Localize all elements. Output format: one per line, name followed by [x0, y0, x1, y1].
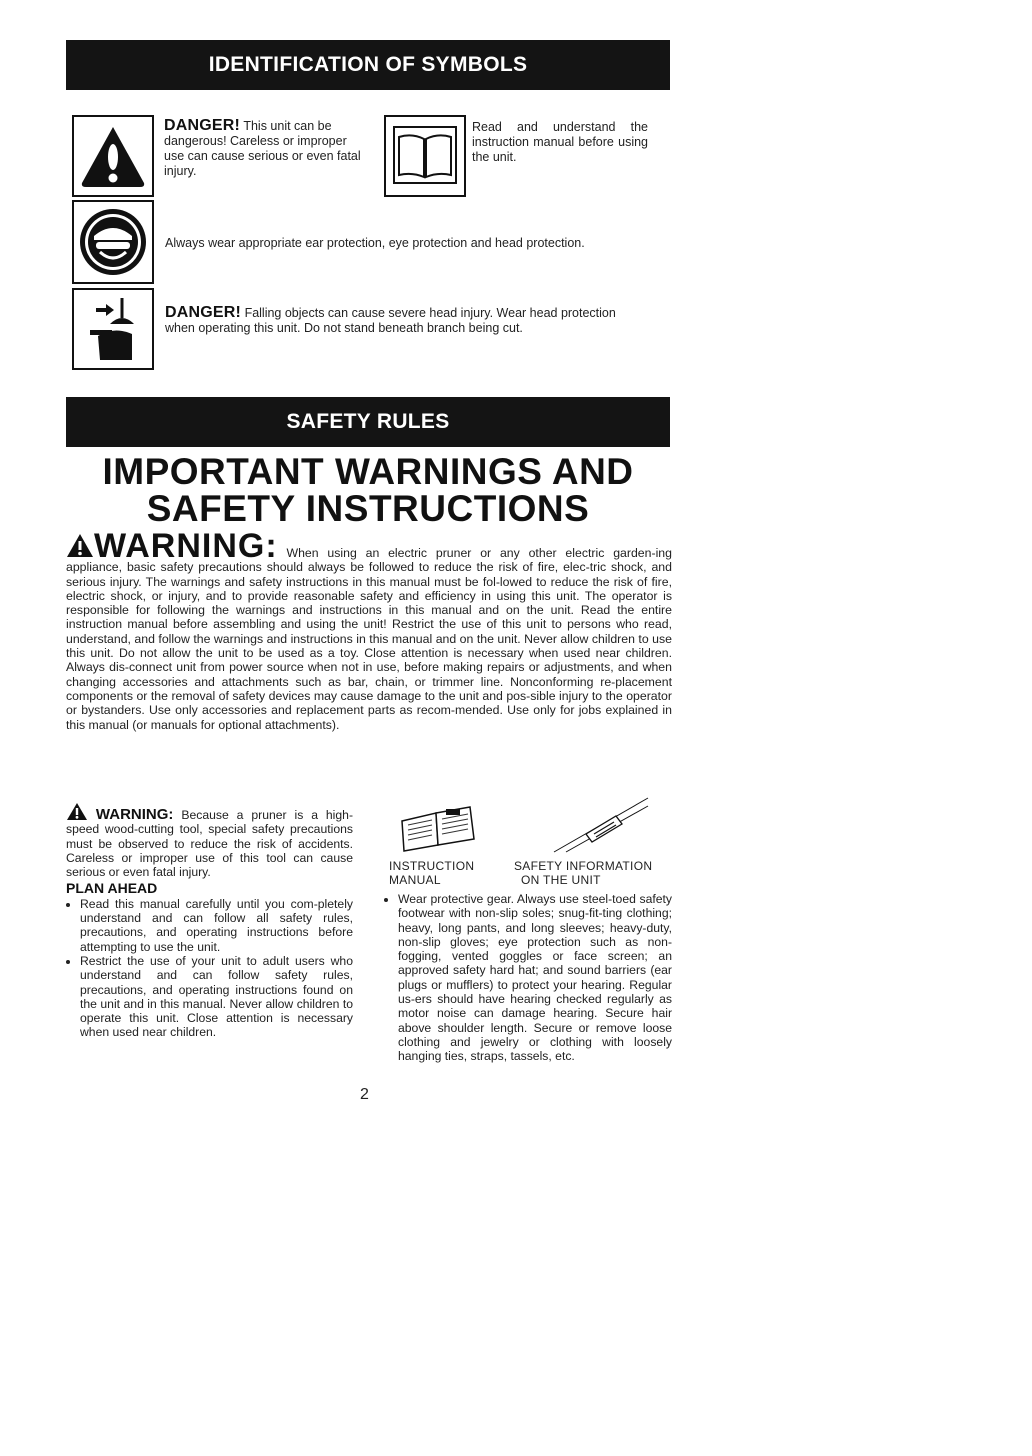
left-column	[66, 802, 353, 1040]
warning-text: When using an electric pruner or any other electric garden-ing appliance, basic safety precautions should always be followed to reduce the risk of fire, elec-tric shock, and serious injury. The warnings and safety instructions in this manual must be fol-lowed to reduce the risk of fire, electric shock, or injury, and to provide reasonable safety and efficiency in using this unit. The operator is responsible for following the warnings and instructions in this manual and on the unit. Read the entire instruction manual before assembling and using the unit! Restrict the use of this unit to persons who read, understand, and follow the warnings and instructions in this manual and on the unit. Never allow children to use this unit. Do not allow the unit to be used as a toy. Close attention is necessary when used near children. Always dis-connect unit from power source when not in use, before making repairs or adjustments, and when changing accessories and attachments such as bar, chain, or trimmer line. Nonconforming re-placement components or the removal of safety devices may cause damage to the unit and pos-sible injury to the operator or bystanders. Use only accessories and replacement parts as recom-mended. Use only for jobs explained in this manual (or manuals for optional attachments).	[66, 546, 672, 732]
caption-manual-1: INSTRUCTION	[389, 859, 475, 873]
left-warning-text: Because a pruner is a high-speed wood-cutting tool, special safety precautions must be observed to reduce the risk of accidents. Careless or improper use of this tool can cause serious or even fatal injury.	[66, 808, 354, 880]
danger-label: DANGER!	[164, 117, 241, 134]
main-warning-paragraph	[66, 527, 672, 732]
safety-rules-banner: SAFETY RULES	[66, 397, 670, 447]
caption-unit-2: ON THE UNIT	[521, 873, 601, 887]
protection-symbol-text: Always wear appropriate ear protection, eye protection and head protection.	[165, 236, 585, 250]
open-manual-icon	[398, 805, 478, 853]
warning-triangle-icon	[66, 533, 94, 559]
protection-head-icon	[72, 200, 154, 284]
danger-description: This unit can be dangerous! Careless or improper use can cause serious or even fatal injury.	[164, 119, 361, 178]
danger-symbol-text	[164, 118, 364, 179]
main-title-line2: SAFETY INSTRUCTIONS	[146, 488, 590, 529]
warning-label: WARNING:	[94, 527, 278, 565]
list-item: • Restrict the use of your unit to adult users who understand and can follow safety rules, precautions, and operating instructions found on the unit and in this manual. Never allow children to operate this unit. Close attention is necessary when used near children.	[80, 954, 353, 1040]
plan-ahead-heading: PLAN AHEAD	[66, 880, 158, 897]
pruner-label-icon	[552, 796, 650, 854]
falling-object-icon	[72, 288, 154, 370]
warning-triangle-icon	[72, 115, 154, 197]
list-item: • Wear protective gear. Always use steel-toed safety footwear with non-slip soles; snug-fit-ting clothing; heavy, long pants, and long sleeves; heavy-duty, non-slip gloves; eye protection such as non-fogging, vented goggles or face screen; an approved safety hard hat; and sound barriers (ear plugs or mufflers) to protect your hearing. Regular us-ers should have hearing checked regularly as motor noise can damage hearing. Secure hair above shoulder length. Secure or remove loose clothing and jewelry or clothing with loosely hanging ties, straps, tassels, etc.	[398, 892, 672, 1064]
right-column	[384, 892, 672, 1064]
protective-gear-list	[384, 892, 672, 1064]
danger-label-2: DANGER!	[165, 304, 242, 321]
warning-triangle-icon	[66, 802, 88, 821]
falling-object-description: Falling objects can cause severe head injury. Wear head protection when operating this unit. Do not stand beneath branch being cut.	[165, 306, 616, 335]
list-item: • Read this manual carefully until you com-pletely understand and can follow all safety rules, precautions, and operating instructions before attempting to use the unit.	[80, 897, 353, 954]
plan-ahead-list	[66, 897, 353, 1040]
main-title-line1: IMPORTANT WARNINGS AND	[102, 451, 634, 492]
page-number: 2	[360, 1086, 369, 1103]
book-icon	[384, 115, 466, 197]
left-warning-label: WARNING:	[95, 806, 174, 823]
symbols-banner: IDENTIFICATION OF SYMBOLS	[66, 40, 670, 90]
caption-unit-1: SAFETY INFORMATION	[514, 859, 653, 873]
manual-symbol-text: Read and understand the instruction manual before using the unit.	[472, 120, 648, 164]
caption-manual-2: MANUAL	[389, 873, 441, 887]
falling-object-text	[165, 305, 635, 336]
